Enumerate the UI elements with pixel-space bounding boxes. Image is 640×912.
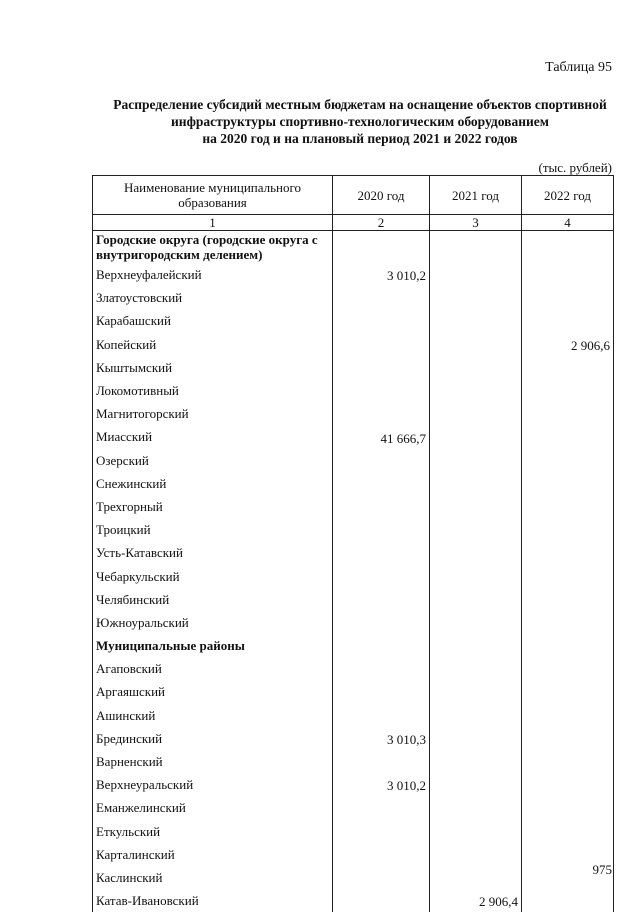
value-2022 — [522, 231, 614, 264]
value-2022 — [522, 286, 614, 309]
value-2021 — [430, 773, 522, 796]
municipality-name: Муниципальные районы — [93, 634, 333, 657]
value-2021 — [430, 286, 522, 309]
municipality-name: Златоустовский — [93, 286, 333, 309]
column-header-2020: 2020 год — [333, 176, 430, 215]
table-row — [93, 704, 614, 727]
header-row — [93, 176, 614, 215]
value-2021 — [430, 634, 522, 657]
table-row — [93, 449, 614, 472]
table-row — [93, 611, 614, 634]
table-row — [93, 402, 614, 425]
table-row — [93, 263, 614, 286]
value-2022 — [522, 472, 614, 495]
municipality-name: Катав-Ивановский — [93, 889, 333, 912]
municipality-name: Аргаяшский — [93, 680, 333, 703]
table-body — [93, 231, 614, 912]
column-header-2021: 2021 год — [430, 176, 522, 215]
table-row — [93, 333, 614, 356]
value-2021 — [430, 472, 522, 495]
title-line-1: Распределение субсидий местным бюджетам на оснащение объектов спортивной — [80, 96, 640, 113]
value-2022 — [522, 518, 614, 541]
table-row — [93, 796, 614, 819]
municipality-name: Каслинский — [93, 866, 333, 889]
value-2021 — [430, 379, 522, 402]
column-header-name: Наименование муниципального образования — [93, 176, 333, 215]
municipality-name: Локомотивный — [93, 379, 333, 402]
value-2022 — [522, 796, 614, 819]
value-2022 — [522, 727, 614, 750]
value-2021 — [430, 564, 522, 587]
unit-note: (тыс. рублей) — [538, 160, 612, 176]
value-2021 — [430, 541, 522, 564]
column-number: 3 — [430, 215, 522, 231]
value-2021 — [430, 866, 522, 889]
value-2021 — [430, 263, 522, 286]
column-number: 4 — [522, 215, 614, 231]
table-row — [93, 727, 614, 750]
value-2021 — [430, 843, 522, 866]
table-row — [93, 356, 614, 379]
value-2021 — [430, 231, 522, 264]
value-2021 — [430, 518, 522, 541]
table-row — [93, 309, 614, 332]
value-2022 — [522, 588, 614, 611]
municipality-name: Верхнеуральский — [93, 773, 333, 796]
section-row — [93, 634, 614, 657]
value-2020 — [333, 518, 430, 541]
value-2020: 3 010,2 — [333, 263, 430, 286]
value-2021 — [430, 727, 522, 750]
title-line-2: инфраструктуры спортивно-технологическим оборудованием — [80, 113, 640, 130]
title-line-3: на 2020 год и на плановый период 2021 и 2022 годов — [80, 130, 640, 147]
value-2022 — [522, 564, 614, 587]
value-2021 — [430, 750, 522, 773]
municipality-name: Ашинский — [93, 704, 333, 727]
table-row — [93, 680, 614, 703]
value-2022 — [522, 611, 614, 634]
column-number: 1 — [93, 215, 333, 231]
value-2021 — [430, 704, 522, 727]
value-2020 — [333, 634, 430, 657]
municipality-name: Городские округа (городские округа с внутригородским делением) — [93, 231, 333, 264]
column-number-row — [93, 215, 614, 231]
value-2022 — [522, 402, 614, 425]
table-row — [93, 472, 614, 495]
value-2020 — [333, 750, 430, 773]
value-2022 — [522, 425, 614, 448]
page-number: 975 — [593, 862, 613, 878]
value-2022 — [522, 449, 614, 472]
municipality-name: Еманжелинский — [93, 796, 333, 819]
value-2021 — [430, 356, 522, 379]
value-2020 — [333, 495, 430, 518]
column-header-2022: 2022 год — [522, 176, 614, 215]
value-2022: 2 906,6 — [522, 333, 614, 356]
value-2022 — [522, 889, 614, 912]
municipality-name: Троицкий — [93, 518, 333, 541]
value-2020 — [333, 680, 430, 703]
value-2022 — [522, 541, 614, 564]
municipality-name: Магнитогорский — [93, 402, 333, 425]
value-2020: 41 666,7 — [333, 425, 430, 448]
municipality-name: Усть-Катавский — [93, 541, 333, 564]
table-row — [93, 425, 614, 448]
table-row — [93, 588, 614, 611]
table-row — [93, 820, 614, 843]
value-2020 — [333, 333, 430, 356]
value-2022 — [522, 680, 614, 703]
table-row — [93, 750, 614, 773]
value-2022 — [522, 356, 614, 379]
value-2022 — [522, 634, 614, 657]
value-2020 — [333, 657, 430, 680]
municipality-name: Озерский — [93, 449, 333, 472]
value-2020 — [333, 231, 430, 264]
value-2020 — [333, 704, 430, 727]
value-2021 — [430, 402, 522, 425]
value-2020 — [333, 309, 430, 332]
table-row — [93, 518, 614, 541]
value-2021 — [430, 820, 522, 843]
value-2021 — [430, 495, 522, 518]
value-2020 — [333, 286, 430, 309]
municipality-name: Еткульский — [93, 820, 333, 843]
section-row — [93, 231, 614, 264]
value-2022 — [522, 379, 614, 402]
value-2020 — [333, 402, 430, 425]
value-2020 — [333, 564, 430, 587]
table-row — [93, 541, 614, 564]
value-2021 — [430, 611, 522, 634]
table-row — [93, 843, 614, 866]
value-2022 — [522, 704, 614, 727]
document-title — [80, 96, 640, 147]
municipality-name: Челябинский — [93, 588, 333, 611]
table-row — [93, 286, 614, 309]
value-2020 — [333, 356, 430, 379]
value-2020 — [333, 379, 430, 402]
value-2022 — [522, 263, 614, 286]
value-2021 — [430, 680, 522, 703]
value-2020 — [333, 611, 430, 634]
value-2020 — [333, 449, 430, 472]
value-2022 — [522, 750, 614, 773]
value-2022 — [522, 495, 614, 518]
table-row — [93, 889, 614, 912]
table-row — [93, 564, 614, 587]
municipality-name: Кыштымский — [93, 356, 333, 379]
value-2021 — [430, 449, 522, 472]
value-2021 — [430, 588, 522, 611]
value-2022 — [522, 657, 614, 680]
municipality-name: Карабашский — [93, 309, 333, 332]
municipality-name: Варненский — [93, 750, 333, 773]
value-2020 — [333, 472, 430, 495]
municipality-name: Брединский — [93, 727, 333, 750]
municipality-name: Копейский — [93, 333, 333, 356]
value-2021 — [430, 309, 522, 332]
value-2020 — [333, 588, 430, 611]
value-2020 — [333, 843, 430, 866]
table-row — [93, 866, 614, 889]
value-2021 — [430, 425, 522, 448]
municipality-name: Южноуральский — [93, 611, 333, 634]
column-number: 2 — [333, 215, 430, 231]
table-row — [93, 657, 614, 680]
value-2020 — [333, 866, 430, 889]
value-2020: 3 010,2 — [333, 773, 430, 796]
value-2020 — [333, 541, 430, 564]
municipality-name: Агаповский — [93, 657, 333, 680]
value-2021 — [430, 333, 522, 356]
municipality-name: Карталинский — [93, 843, 333, 866]
municipality-name: Снежинский — [93, 472, 333, 495]
value-2021 — [430, 796, 522, 819]
municipality-name: Трехгорный — [93, 495, 333, 518]
value-2020 — [333, 820, 430, 843]
value-2021 — [430, 657, 522, 680]
value-2020 — [333, 796, 430, 819]
value-2021: 2 906,4 — [430, 889, 522, 912]
subsidy-table — [92, 175, 614, 912]
value-2020: 3 010,3 — [333, 727, 430, 750]
table-row — [93, 773, 614, 796]
value-2022 — [522, 820, 614, 843]
table-row — [93, 379, 614, 402]
value-2022 — [522, 773, 614, 796]
value-2022 — [522, 309, 614, 332]
municipality-name: Чебаркульский — [93, 564, 333, 587]
table-label: Таблица 95 — [545, 60, 612, 76]
municipality-name: Миасский — [93, 425, 333, 448]
table-row — [93, 495, 614, 518]
value-2020 — [333, 889, 430, 912]
municipality-name: Верхнеуфалейский — [93, 263, 333, 286]
